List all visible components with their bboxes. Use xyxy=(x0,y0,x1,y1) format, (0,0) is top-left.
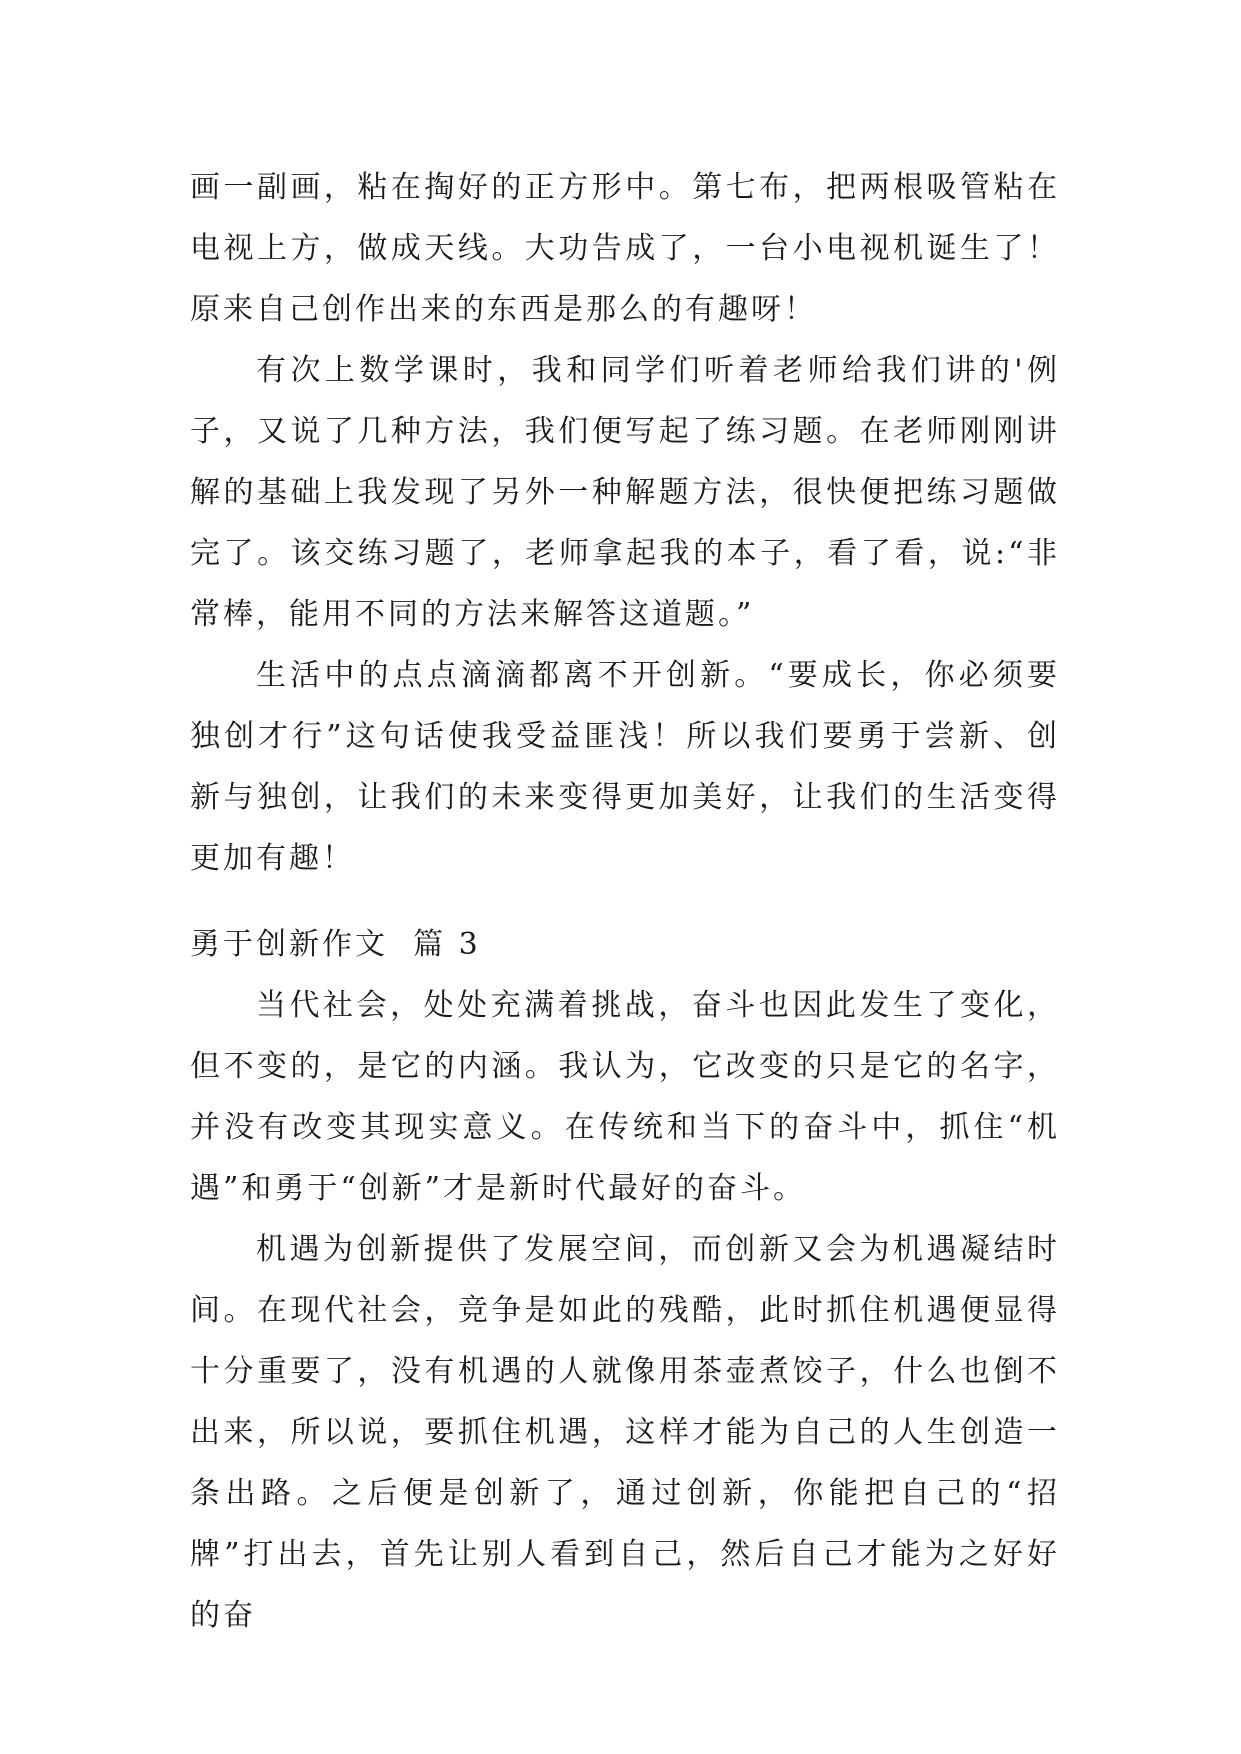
paragraph-math-class: 有次上数学课时，我和同学们听着老师给我们讲的'例子，又说了几种方法，我们便写起了练习题。在老师刚刚讲解的基础上我发现了另外一种解题方法，很快便把练习题做完了。该交练习题了，老师拿起我的本子，看了看，说:“非常棒，能用不同的方法来解答这道题。” xyxy=(190,353,1060,632)
essay-continuation xyxy=(190,157,1060,889)
paragraph-modern-society: 当代社会，处处充满着挑战，奋斗也因此发生了变化，但不变的，是它的内涵。我认为，它改变的只是它的名字，并没有改变其现实意义。在传统和当下的奋斗中，抓住“机遇”和勇于“创新”才是新时代最好的奋斗。 xyxy=(190,988,1060,1206)
paragraph-tv-craft: 画一副画，粘在掏好的正方形中。第七布，把两根吸管粘在电视上方，做成天线。大功告成了，一台小电视机诞生了！原来自己创作出来的东西是那么的有趣呀！ xyxy=(190,170,1060,327)
paragraph-conclusion: 生活中的点点滴滴都离不开创新。“要成长，你必须要独创才行”这句话使我受益匪浅！所以我们要勇于尝新、创新与独创，让我们的未来变得更加美好，让我们的生活变得更加有趣！ xyxy=(190,658,1060,876)
essay-3-heading: 勇于创新作文 篇 3 xyxy=(190,927,481,962)
essay-3 xyxy=(190,914,1060,1646)
paragraph-opportunity-innovation: 机遇为创新提供了发展空间，而创新又会为机遇凝结时间。在现代社会，竞争是如此的残酷，此时抓住机遇便显得十分重要了，没有机遇的人就像用茶壶煮饺子，什么也倒不出来，所以说，要抓住机遇，这样才能为自己的人生创造一条出路。之后便是创新了，通过创新，你能把自己的“招牌”打出去，首先让别人看到自己，然后自己才能为之好好的奋 xyxy=(190,1232,1060,1633)
